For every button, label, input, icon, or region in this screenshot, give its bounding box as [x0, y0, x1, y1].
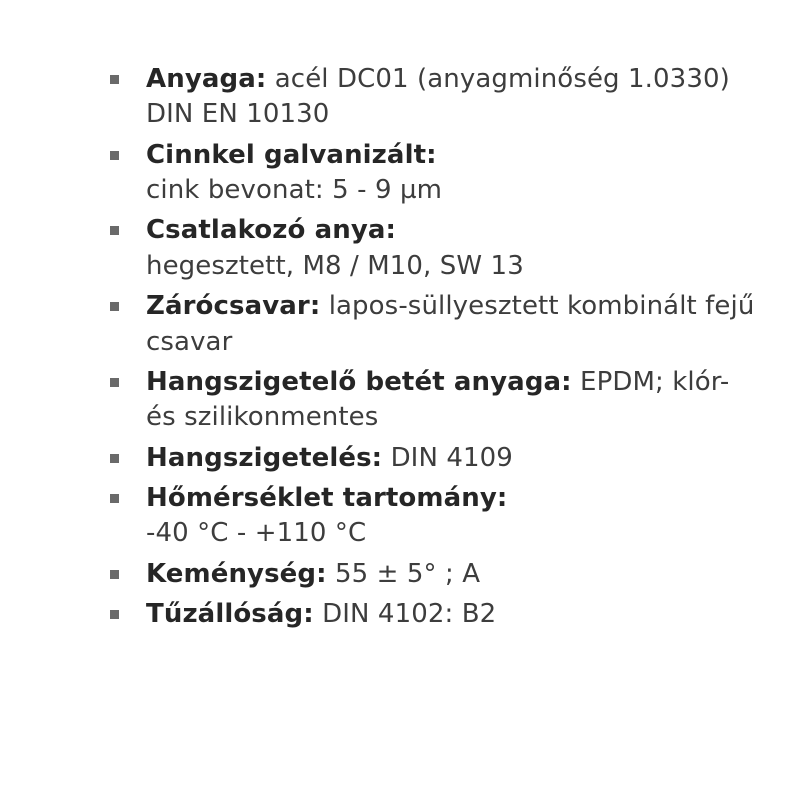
square-bullet-icon — [110, 378, 119, 387]
list-item — [110, 597, 760, 632]
spec-value: DIN 4102: B2 — [322, 599, 497, 630]
spec-label: Zárócsavar: — [146, 291, 321, 322]
spec-label: Hangszigetelő betét anyaga: — [146, 366, 572, 397]
square-bullet-icon — [110, 151, 119, 160]
square-bullet-icon — [110, 610, 119, 619]
spec-label: Tűzállóság: — [146, 599, 314, 630]
list-item — [110, 62, 760, 133]
square-bullet-icon — [110, 454, 119, 463]
spec-value: acél DC01 (anyagminőség 1.0330) DIN EN 10130 — [146, 64, 730, 130]
spec-value: cink bevonat: 5 - 9 µm — [146, 175, 443, 206]
square-bullet-icon — [110, 75, 119, 84]
square-bullet-icon — [110, 226, 119, 235]
spec-label: Csatlakozó anya: — [146, 215, 397, 246]
spec-value: 55 ± 5° ; A — [335, 558, 481, 589]
spec-value: hegesztett, M8 / M10, SW 13 — [146, 250, 524, 281]
square-bullet-icon — [110, 302, 119, 311]
specification-list — [110, 62, 760, 632]
spec-label: Keménység: — [146, 558, 327, 589]
square-bullet-icon — [110, 494, 119, 503]
square-bullet-icon — [110, 570, 119, 579]
list-item — [110, 289, 760, 360]
spec-value: DIN 4109 — [390, 442, 513, 473]
spec-label: Hőmérséklet tartomány: — [146, 482, 508, 513]
spec-label: Cinnkel galvanizált: — [146, 139, 437, 170]
spec-value: lapos-süllyesztett kombinált fejű csavar — [146, 291, 755, 357]
spec-label: Hangszigetelés: — [146, 442, 383, 473]
list-item — [110, 213, 760, 284]
list-item — [110, 557, 760, 592]
list-item — [110, 441, 760, 476]
list-item — [110, 365, 760, 436]
list-item — [110, 138, 760, 209]
spec-value: -40 °C - +110 °C — [146, 518, 367, 549]
list-item — [110, 481, 760, 552]
spec-value: EPDM; klór- és szilikonmentes — [146, 366, 730, 433]
spec-label: Anyaga: — [146, 64, 267, 94]
